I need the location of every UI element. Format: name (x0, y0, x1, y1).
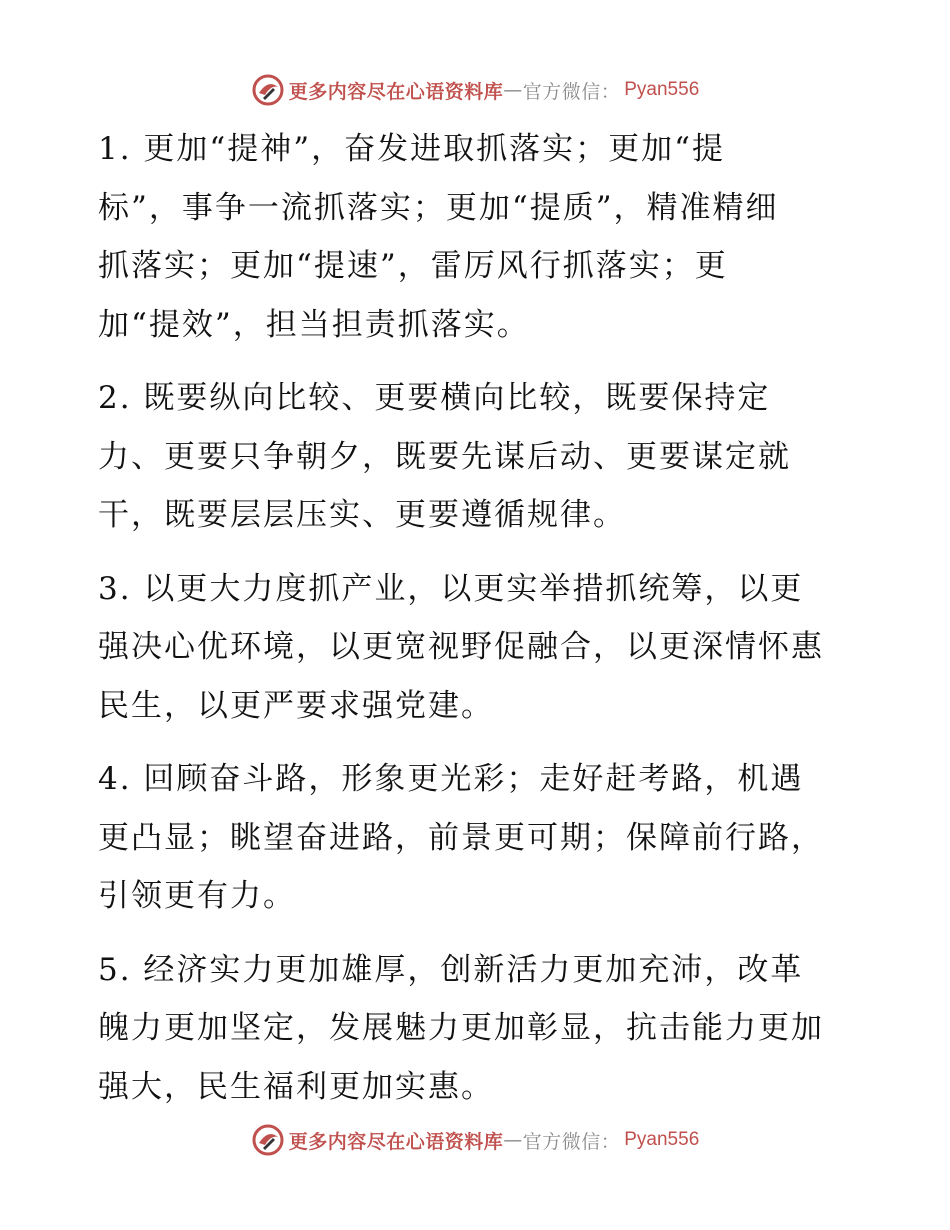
header-banner-wechat-label: 官方微信： (522, 80, 621, 103)
paragraph-5 (98, 941, 858, 1117)
paragraph-line: 2. 既要纵向比较、更要横向比较，既要保持定 (98, 380, 771, 416)
paragraph-line: 3. 以更大力度抓产业，以更实举措抓统筹，以更 (98, 570, 804, 607)
paragraph-line: 引领更有力。 (98, 878, 296, 914)
paragraph-line: 力、更要只争朝夕，既要先谋后动、更要谋定就 (98, 438, 791, 475)
paragraph-1 (98, 120, 858, 354)
paragraph-line: 4. 回顾奋斗路，形象更光彩；走好赶考路，机遇 (98, 761, 804, 797)
paragraph-line: 1. 更加“提神”，奋发进取抓落实；更加“提 (98, 131, 725, 167)
header-banner-dash: — (503, 79, 523, 101)
paragraph-line: 强决心优环境，以更宽视野促融合，以更深情怀惠 (98, 629, 824, 665)
paragraph-line: 5. 经济实力更加雄厚，创新活力更加充沛，改革 (98, 951, 804, 988)
paragraph-2 (98, 369, 858, 545)
red-swirl-logo-icon (251, 1123, 285, 1157)
paragraph-line: 更凸显；眺望奋进路，前景更可期；保障前行路， (98, 819, 824, 856)
footer-banner-account: Pyan556 (624, 1129, 700, 1150)
paragraph-line: 干，既要层层压实、更要遵循规律。 (98, 497, 626, 533)
red-swirl-logo-icon (251, 73, 285, 107)
paragraph-line: 民生，以更严要求强党建。 (98, 687, 494, 724)
footer-banner-wechat-label: 官方微信： (522, 1130, 621, 1153)
paragraph-3 (98, 560, 858, 736)
paragraph-line: 强大，民生福利更加实惠。 (98, 1068, 494, 1105)
header-banner-account: Pyan556 (624, 79, 700, 100)
footer-banner-dash: — (503, 1129, 523, 1151)
paragraph-4 (98, 750, 858, 926)
footer-banner-title: 更多内容尽在心语资料库 (288, 1130, 504, 1153)
paragraph-line: 加“提效”，担当担责抓落实。 (98, 306, 530, 343)
paragraph-line: 标”，事争一流抓落实；更加“提质”，精准精细 (98, 189, 779, 226)
paragraph-line: 魄力更加坚定，发展魅力更加彰显，抗击能力更加 (98, 1010, 824, 1046)
footer-banner (0, 1120, 950, 1160)
paragraph-line: 抓落实；更加“提速”，雷厉风行抓落实；更 (98, 248, 728, 284)
header-banner (0, 70, 950, 110)
header-banner-title: 更多内容尽在心语资料库 (288, 80, 504, 103)
document-body (98, 120, 858, 1131)
